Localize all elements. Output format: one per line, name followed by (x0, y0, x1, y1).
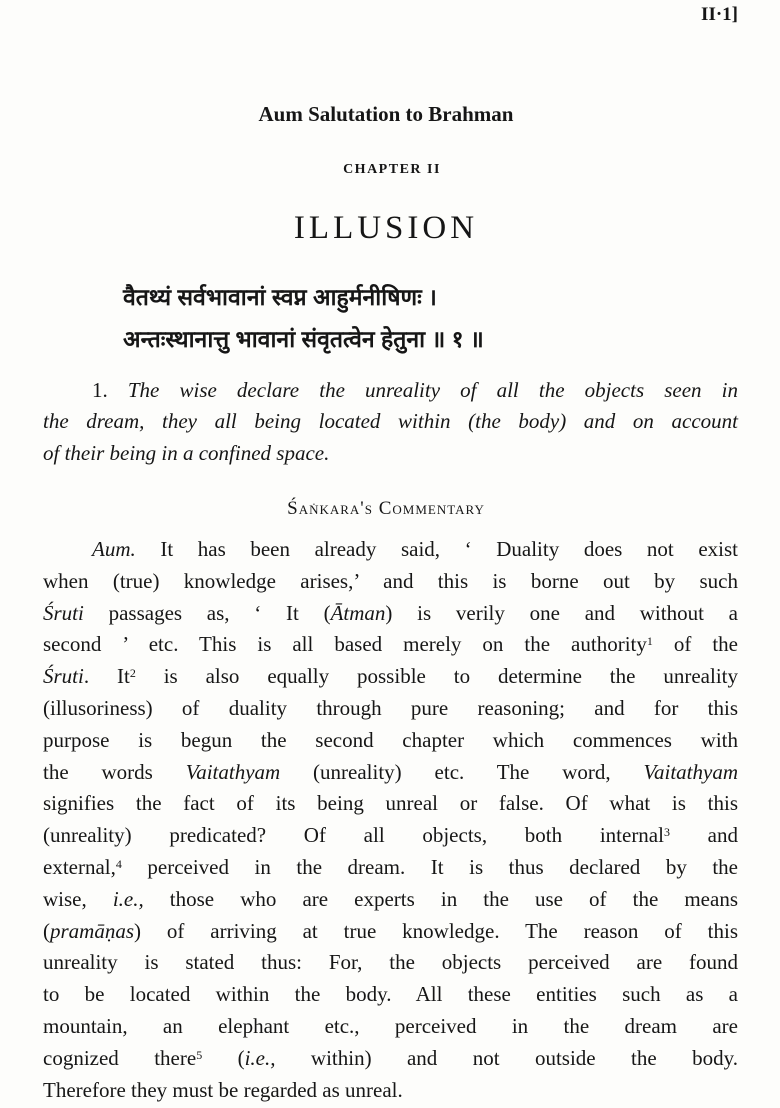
footnote-marker: 5 (196, 1047, 203, 1062)
line-text: within) and not outside the body. (275, 1045, 738, 1070)
footnote-marker: 4 (115, 857, 122, 871)
commentary-line (43, 757, 738, 787)
italic-term: Vaitathyam (185, 759, 281, 784)
line-text: passages as, ‘ It ( (83, 600, 331, 625)
line-text: wise, (43, 886, 113, 911)
line-text: purpose is begun the second chapter which commences with (43, 727, 738, 752)
commentary-line (43, 1011, 738, 1041)
line-text: unreality is stated thus: For, the objects perceived are found (43, 950, 738, 975)
line-text: of the (652, 632, 738, 657)
line-text: when (true) knowledge arises,’ and this is borne out by such (43, 568, 738, 593)
commentary-line (43, 979, 738, 1009)
line-text: ( (43, 918, 50, 943)
italic-term: i.e., (112, 886, 144, 911)
commentary-line (43, 947, 738, 977)
sanskrit-verse-line: वैतथ्यं सर्वभावानां स्वप्न आहुर्मनीषिणः । (123, 284, 437, 310)
italic-term: Vaitathyam (643, 759, 738, 784)
commentary-line (43, 598, 738, 628)
line-text: (unreality) predicated? Of all objects, both internal (43, 823, 664, 848)
line-text: those who are experts in the use of the means (143, 886, 738, 911)
line-text: perceived in the dream. It is thus declared by the (121, 855, 738, 879)
line-text: ( (202, 1045, 245, 1070)
line-text: mountain, an elephant etc., perceived in the dream are (43, 1014, 738, 1038)
line-text: and (669, 823, 738, 848)
verse-text: The wise declare the unreality of all the objects seen in (127, 378, 739, 402)
commentary-line (43, 788, 738, 818)
italic-term: Aum. (92, 537, 136, 561)
line-text: cognized there (43, 1045, 197, 1070)
footnote-marker: 1 (646, 634, 653, 649)
verse-translation-line (92, 375, 738, 405)
page-number: II·1] (701, 4, 738, 25)
sanskrit-verse-line: अन्तःस्थानात्तु भावानां संवृतत्वेन हेतुना ॥ १ ॥ (123, 326, 484, 352)
commentary-heading: Śaṅkara's Commentary (287, 498, 485, 519)
line-text: (unreality) etc. The word, (280, 759, 644, 784)
verse-translation-line: the dream, they all being located within (the body) and on account (43, 409, 738, 433)
verse-number: 1. (92, 378, 108, 402)
invocation-title: Aum Salutation to Brahman (258, 102, 514, 126)
verse-translation-line: of their being in a confined space. (43, 441, 330, 465)
line-text: is also equally possible to determine the unreality (135, 664, 738, 689)
commentary-line (43, 884, 738, 914)
footnote-marker: 3 (663, 825, 670, 840)
commentary-line (43, 725, 738, 755)
line-text: It has been already said, ‘ Duality does not exist (135, 537, 738, 561)
italic-term: Śruti (43, 600, 84, 625)
commentary-line (43, 629, 738, 659)
commentary-line (43, 820, 738, 850)
italic-term: Ātman (330, 600, 386, 625)
line-text: to be located within the body. All these entities such as a (43, 982, 738, 1007)
line-text: . It (83, 664, 130, 689)
commentary-line (43, 1043, 738, 1073)
footnote-marker: 2 (129, 666, 136, 681)
line-text: (illusoriness) of duality through pure reasoning; and for this (43, 696, 738, 720)
chapter-label: CHAPTER II (343, 162, 441, 177)
commentary-line (43, 1075, 738, 1105)
commentary-line (43, 661, 738, 691)
line-text: external, (43, 855, 116, 879)
commentary-line (43, 693, 738, 723)
italic-term: i.e., (244, 1045, 276, 1070)
commentary-line (43, 852, 738, 882)
line-text: ) is verily one and without a (385, 600, 738, 625)
italic-term: pramāṇas (50, 918, 135, 943)
commentary-line (92, 534, 738, 564)
line-text: signifies the fact of its being unreal or false. Of what is this (43, 791, 738, 816)
line-text: Therefore they must be regarded as unreal. (43, 1077, 403, 1102)
commentary-line (43, 916, 738, 946)
line-text: ) of arriving at true knowledge. The reason of this (134, 918, 738, 943)
commentary-line (43, 566, 738, 596)
chapter-heading: ILLUSION (293, 210, 479, 246)
italic-term: Śruti (43, 664, 84, 689)
line-text: the words (43, 759, 186, 784)
line-text: second ’ etc. This is all based merely on the authority (43, 632, 647, 657)
